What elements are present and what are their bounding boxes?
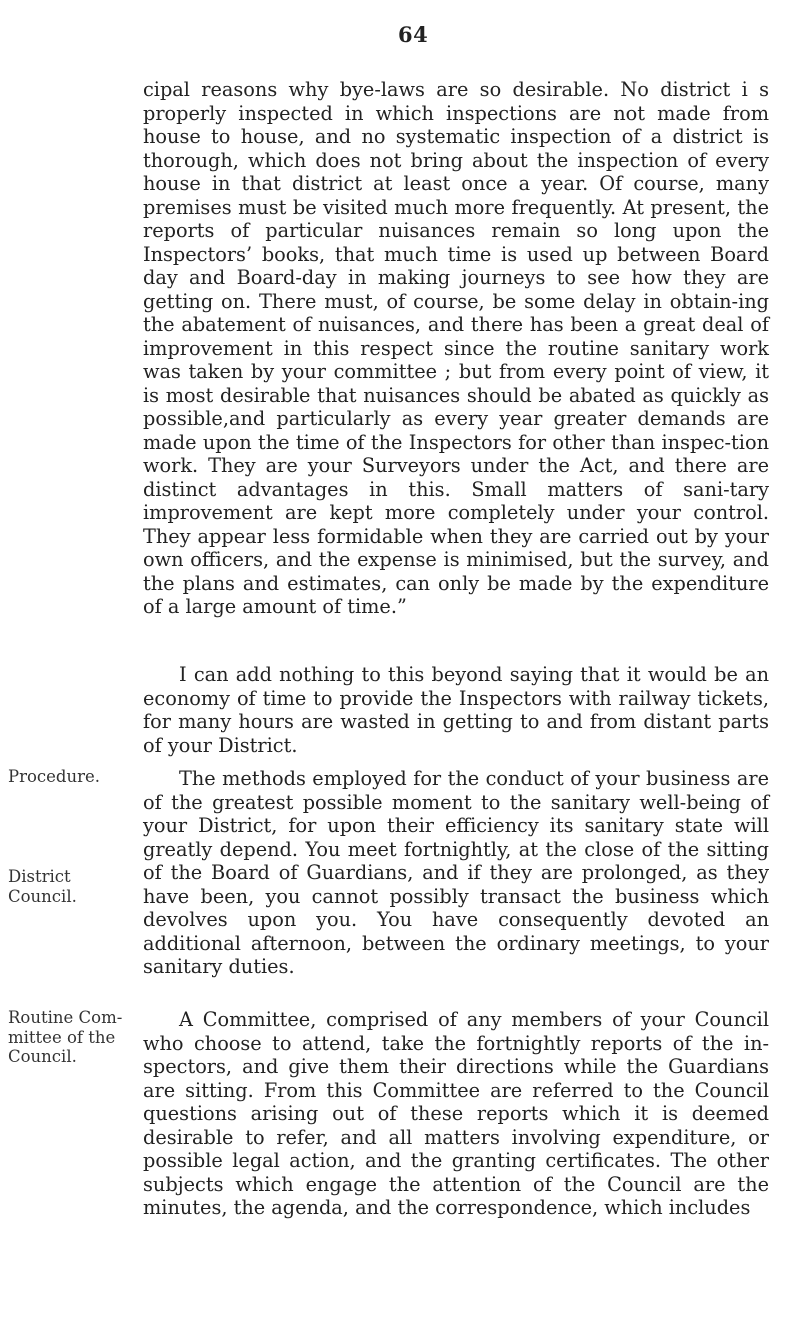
paragraph-2: I can add nothing to this beyond saying that it would be an economy of time to provide the Inspectors with railway tickets, for many hours are wasted in getting to and from distant parts of your District. [143, 663, 769, 757]
paragraph-1: cipal reasons why bye-laws are so desirable. No district i s properly inspected in which inspections are not made from house to house, and no systematic inspection of a district is thorough, which does not bring about the inspection of every house in that district at least once a year. Of course, many premises must be visited much more frequently. At present, the reports of particular nuisances remain so long upon the Inspectors’ books, that much time is used up between Board day and Board-day in making journeys to see how they are getting on. There must, of course, be some delay in obtain-ing the abatement of nuisances, and there has been a great deal of improvement in this respect since the routine sanitary work was taken by your committee ; but from every point of view, it is most desirable that nuisances should be abated as quickly as possible,and particularly as every year greater demands are made upon the time of the Inspectors for other than inspec-tion work. They are your Surveyors under the Act, and there are distinct advantages in this. Small matters of sani-tary improvement are kept more completely under your control. They appear less formidable when they are carried out by your own officers, and the expense is minimised, but the survey, and the plans and estimates, can only be made by the expenditure of a large amount of time.” [143, 78, 769, 618]
paragraph-4: A Committee, comprised of any members of your Council who choose to attend, take the fortnightly reports of the in-spectors, and give them their directions while the Guardians are sitting. From this Committee are referred to the Council questions arising out of these reports which it is deemed desirable to refer, and all matters involving expenditure, or possible legal action, and the granting certificates. The other subjects which engage the attention of the Council are the minutes, the agenda, and the correspondence, which includes [143, 1008, 769, 1219]
paragraph-3: The methods employed for the conduct of your business are of the greatest possible moment to the sanitary well-being of your District, for upon their efficiency its sanitary state will greatly depend. You meet fortnightly, at the close of the sitting of the Board of Guardians, and if they are prolonged, as they have been, you cannot possibly transact the business which devolves upon you. You have consequently devoted an additional afternoon, between the ordinary meetings, to your sanitary duties. [143, 767, 769, 978]
margin-note-district-council: District Council. [8, 867, 77, 906]
margin-note-procedure: Procedure. [8, 767, 101, 786]
margin-note-routine-committee: Routine Com-mittee of the Council. [8, 1008, 123, 1066]
page-number: 64 [398, 22, 429, 47]
